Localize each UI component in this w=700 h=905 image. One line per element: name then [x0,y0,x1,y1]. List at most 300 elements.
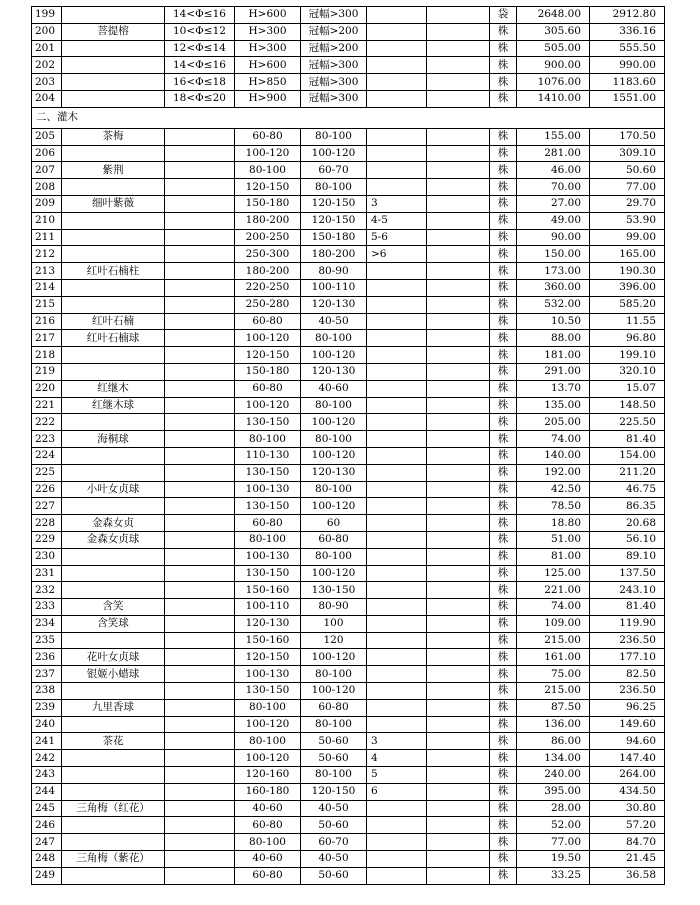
branch-count-cell: 3 [367,733,427,750]
price-cell: 2648.00 [517,7,590,24]
table-row [32,867,665,884]
branch-count-cell [367,464,427,481]
unit-cell: 株 [490,867,517,884]
price-with-tax-cell: 94.60 [590,733,665,750]
diameter-cell [165,380,235,397]
remark-cell [427,212,490,229]
price-with-tax-cell: 2912.80 [590,7,665,24]
unit-cell: 株 [490,464,517,481]
height-cell: 220-250 [235,279,301,296]
height-cell: 110-130 [235,447,301,464]
row-number-cell: 211 [32,229,62,246]
unit-cell: 株 [490,74,517,91]
plant-name-cell: 红继木 [62,380,165,397]
row-number-cell: 229 [32,531,62,548]
remark-cell [427,565,490,582]
branch-count-cell [367,162,427,179]
height-cell: 120-130 [235,615,301,632]
branch-count-cell [367,145,427,162]
price-cell: 395.00 [517,783,590,800]
remark-cell [427,263,490,280]
unit-cell: 株 [490,57,517,74]
plant-name-cell: 花叶女贞球 [62,649,165,666]
branch-count-cell [367,599,427,616]
price-cell: 28.00 [517,800,590,817]
table-row [32,162,665,179]
height-cell: 100-120 [235,750,301,767]
crown-width-cell: 冠幅>300 [301,90,367,107]
branch-count-cell [367,7,427,24]
plant-name-cell [62,279,165,296]
height-cell: 120-150 [235,179,301,196]
height-cell: H>600 [235,57,301,74]
price-cell: 88.00 [517,330,590,347]
row-number-cell: 240 [32,716,62,733]
crown-width-cell: 80-100 [301,548,367,565]
crown-width-cell: 80-100 [301,666,367,683]
diameter-cell [165,649,235,666]
diameter-cell [165,128,235,145]
branch-count-cell [367,347,427,364]
plant-name-cell [62,296,165,313]
diameter-cell [165,683,235,700]
plant-name-cell [62,179,165,196]
crown-width-cell: 40-50 [301,851,367,868]
row-number-cell: 246 [32,817,62,834]
crown-width-cell: 40-50 [301,800,367,817]
row-number-cell: 230 [32,548,62,565]
crown-width-cell: 80-100 [301,767,367,784]
row-number-cell: 218 [32,347,62,364]
price-cell: 215.00 [517,632,590,649]
height-cell: 80-100 [235,834,301,851]
price-cell: 52.00 [517,817,590,834]
table-row [32,683,665,700]
diameter-cell: 12<Φ≤14 [165,40,235,57]
table-row [32,447,665,464]
height-cell: 130-150 [235,683,301,700]
plant-name-cell: 含笑 [62,599,165,616]
price-cell: 181.00 [517,347,590,364]
table-row [32,296,665,313]
unit-cell: 株 [490,347,517,364]
crown-width-cell: 100-120 [301,414,367,431]
row-number-cell: 215 [32,296,62,313]
price-cell: 75.00 [517,666,590,683]
diameter-cell [165,834,235,851]
diameter-cell [165,548,235,565]
table-row [32,431,665,448]
row-number-cell: 228 [32,515,62,532]
height-cell: 80-100 [235,531,301,548]
height-cell: 150-160 [235,582,301,599]
unit-cell: 株 [490,515,517,532]
height-cell: 40-60 [235,800,301,817]
row-number-cell: 222 [32,414,62,431]
remark-cell [427,632,490,649]
remark-cell [427,615,490,632]
branch-count-cell [367,397,427,414]
price-with-tax-cell: 82.50 [590,666,665,683]
row-number-cell: 232 [32,582,62,599]
crown-width-cell: 80-100 [301,397,367,414]
remark-cell [427,548,490,565]
height-cell: 100-130 [235,666,301,683]
diameter-cell [165,363,235,380]
price-with-tax-cell: 434.50 [590,783,665,800]
diameter-cell [165,733,235,750]
plant-name-cell [62,716,165,733]
diameter-cell [165,498,235,515]
diameter-cell [165,414,235,431]
branch-count-cell [367,800,427,817]
unit-cell: 株 [490,599,517,616]
crown-width-cell: 150-180 [301,229,367,246]
table-body-trees [32,7,665,108]
plant-name-cell: 含笑球 [62,615,165,632]
remark-cell [427,397,490,414]
plant-name-cell: 紫荆 [62,162,165,179]
plant-name-cell: 金森女贞 [62,515,165,532]
unit-cell: 株 [490,263,517,280]
height-cell: 100-120 [235,330,301,347]
branch-count-cell [367,548,427,565]
branch-count-cell [367,90,427,107]
table-row [32,615,665,632]
price-cell: 360.00 [517,279,590,296]
crown-width-cell: 100 [301,615,367,632]
diameter-cell [165,397,235,414]
remark-cell [427,582,490,599]
unit-cell: 株 [490,90,517,107]
price-cell: 291.00 [517,363,590,380]
row-number-cell: 231 [32,565,62,582]
price-cell: 1410.00 [517,90,590,107]
plant-name-cell [62,246,165,263]
height-cell: 60-80 [235,313,301,330]
remark-cell [427,162,490,179]
crown-width-cell: 冠幅>300 [301,7,367,24]
crown-width-cell: 40-50 [301,313,367,330]
diameter-cell [165,750,235,767]
price-with-tax-cell: 77.00 [590,179,665,196]
row-number-cell: 223 [32,431,62,448]
unit-cell: 株 [490,851,517,868]
crown-width-cell: 50-60 [301,867,367,884]
height-cell: 100-110 [235,599,301,616]
height-cell: 150-180 [235,363,301,380]
price-with-tax-cell: 11.55 [590,313,665,330]
price-cell: 140.00 [517,447,590,464]
unit-cell: 株 [490,363,517,380]
height-cell: 250-280 [235,296,301,313]
crown-width-cell: 100-120 [301,447,367,464]
branch-count-cell [367,851,427,868]
crown-width-cell: 120-150 [301,212,367,229]
row-number-cell: 205 [32,128,62,145]
table-row [32,531,665,548]
branch-count-cell [367,279,427,296]
remark-cell [427,666,490,683]
plant-name-cell [62,229,165,246]
crown-width-cell: 120-150 [301,783,367,800]
diameter-cell [165,531,235,548]
table-row [32,800,665,817]
row-number-cell: 225 [32,464,62,481]
branch-count-cell [367,330,427,347]
row-number-cell: 239 [32,699,62,716]
price-with-tax-cell: 148.50 [590,397,665,414]
diameter-cell [165,279,235,296]
price-cell: 49.00 [517,212,590,229]
unit-cell: 株 [490,767,517,784]
crown-width-cell: 80-90 [301,599,367,616]
unit-cell: 株 [490,481,517,498]
price-cell: 135.00 [517,397,590,414]
plant-name-cell: 九里香球 [62,699,165,716]
price-with-tax-cell: 30.80 [590,800,665,817]
table-row [32,212,665,229]
crown-width-cell: 100-120 [301,683,367,700]
price-cell: 13.70 [517,380,590,397]
remark-cell [427,649,490,666]
row-number-cell: 212 [32,246,62,263]
table-row [32,716,665,733]
price-with-tax-cell: 81.40 [590,431,665,448]
crown-width-cell: 80-100 [301,179,367,196]
branch-count-cell [367,40,427,57]
remark-cell [427,363,490,380]
unit-cell: 株 [490,145,517,162]
height-cell: 180-200 [235,212,301,229]
crown-width-cell: 冠幅>300 [301,57,367,74]
crown-width-cell: 80-90 [301,263,367,280]
price-cell: 33.25 [517,867,590,884]
branch-count-cell: >6 [367,246,427,263]
table-row [32,548,665,565]
height-cell: 100-130 [235,481,301,498]
price-with-tax-cell: 96.25 [590,699,665,716]
height-cell: 130-150 [235,464,301,481]
price-cell: 532.00 [517,296,590,313]
price-with-tax-cell: 1183.60 [590,74,665,91]
price-cell: 51.00 [517,531,590,548]
plant-name-cell [62,750,165,767]
remark-cell [427,229,490,246]
height-cell: 80-100 [235,431,301,448]
unit-cell: 株 [490,179,517,196]
branch-count-cell [367,23,427,40]
price-with-tax-cell: 264.00 [590,767,665,784]
price-with-tax-cell: 29.70 [590,195,665,212]
plant-name-cell [62,145,165,162]
height-cell: 160-180 [235,783,301,800]
price-with-tax-cell: 154.00 [590,447,665,464]
price-with-tax-cell: 20.68 [590,515,665,532]
branch-count-cell: 6 [367,783,427,800]
row-number-cell: 201 [32,40,62,57]
unit-cell: 株 [490,565,517,582]
remark-cell [427,246,490,263]
crown-width-cell: 120-130 [301,464,367,481]
row-number-cell: 245 [32,800,62,817]
unit-cell: 株 [490,296,517,313]
crown-width-cell: 50-60 [301,750,367,767]
diameter-cell [165,767,235,784]
height-cell: 80-100 [235,162,301,179]
branch-count-cell: 5-6 [367,229,427,246]
diameter-cell: 14<Φ≤16 [165,57,235,74]
diameter-cell [165,347,235,364]
crown-width-cell: 80-100 [301,481,367,498]
plant-name-cell [62,834,165,851]
remark-cell [427,90,490,107]
price-with-tax-cell: 147.40 [590,750,665,767]
unit-cell: 株 [490,330,517,347]
price-cell: 221.00 [517,582,590,599]
price-with-tax-cell: 396.00 [590,279,665,296]
branch-count-cell [367,481,427,498]
price-cell: 77.00 [517,834,590,851]
price-cell: 74.00 [517,431,590,448]
height-cell: H>300 [235,23,301,40]
price-with-tax-cell: 990.00 [590,57,665,74]
height-cell: 120-150 [235,649,301,666]
unit-cell: 株 [490,447,517,464]
remark-cell [427,531,490,548]
remark-cell [427,683,490,700]
table-row [32,347,665,364]
branch-count-cell [367,632,427,649]
unit-cell: 株 [490,229,517,246]
remark-cell [427,481,490,498]
crown-width-cell: 冠幅>200 [301,23,367,40]
unit-cell: 株 [490,733,517,750]
crown-width-cell: 50-60 [301,817,367,834]
unit-cell: 株 [490,279,517,296]
price-cell: 240.00 [517,767,590,784]
diameter-cell [165,699,235,716]
section-title: 二、灌木 [32,107,665,128]
price-cell: 90.00 [517,229,590,246]
diameter-cell: 10<Φ≤12 [165,23,235,40]
plant-name-cell: 小叶女贞球 [62,481,165,498]
price-with-tax-cell: 57.20 [590,817,665,834]
height-cell: 130-150 [235,565,301,582]
diameter-cell [165,867,235,884]
price-cell: 900.00 [517,57,590,74]
branch-count-cell [367,296,427,313]
price-cell: 86.00 [517,733,590,750]
table-body-shrubs [32,128,665,884]
plant-name-cell [62,548,165,565]
diameter-cell [165,229,235,246]
diameter-cell [165,582,235,599]
remark-cell [427,179,490,196]
row-number-cell: 243 [32,767,62,784]
row-number-cell: 227 [32,498,62,515]
unit-cell: 株 [490,246,517,263]
remark-cell [427,7,490,24]
remark-cell [427,330,490,347]
row-number-cell: 224 [32,447,62,464]
remark-cell [427,750,490,767]
row-number-cell: 244 [32,783,62,800]
diameter-cell: 14<Φ≤16 [165,7,235,24]
price-cell: 136.00 [517,716,590,733]
price-with-tax-cell: 225.50 [590,414,665,431]
branch-count-cell [367,263,427,280]
price-with-tax-cell: 585.20 [590,296,665,313]
remark-cell [427,851,490,868]
branch-count-cell: 4 [367,750,427,767]
diameter-cell [165,615,235,632]
diameter-cell [165,800,235,817]
unit-cell: 株 [490,397,517,414]
price-with-tax-cell: 555.50 [590,40,665,57]
plant-name-cell: 三角梅（紫花） [62,851,165,868]
remark-cell [427,599,490,616]
crown-width-cell: 120-130 [301,296,367,313]
height-cell: 120-150 [235,347,301,364]
remark-cell [427,834,490,851]
row-number-cell: 213 [32,263,62,280]
price-cell: 19.50 [517,851,590,868]
branch-count-cell [367,74,427,91]
crown-width-cell: 130-150 [301,582,367,599]
unit-cell: 株 [490,195,517,212]
row-number-cell: 217 [32,330,62,347]
diameter-cell [165,195,235,212]
height-cell: 80-100 [235,699,301,716]
plant-name-cell [62,464,165,481]
price-with-tax-cell: 243.10 [590,582,665,599]
price-cell: 70.00 [517,179,590,196]
diameter-cell [165,817,235,834]
row-number-cell: 210 [32,212,62,229]
table-row [32,632,665,649]
height-cell: 60-80 [235,515,301,532]
remark-cell [427,74,490,91]
height-cell: 120-160 [235,767,301,784]
row-number-cell: 241 [32,733,62,750]
height-cell: 60-80 [235,817,301,834]
unit-cell: 株 [490,40,517,57]
plant-name-cell [62,212,165,229]
diameter-cell: 18<Φ≤20 [165,90,235,107]
height-cell: H>300 [235,40,301,57]
plant-name-cell [62,414,165,431]
price-with-tax-cell: 36.58 [590,867,665,884]
plant-name-cell: 金森女贞球 [62,531,165,548]
table-row [32,397,665,414]
table-row [32,313,665,330]
height-cell: H>850 [235,74,301,91]
row-number-cell: 226 [32,481,62,498]
table-row [32,565,665,582]
plant-name-cell: 细叶紫薇 [62,195,165,212]
diameter-cell [165,313,235,330]
unit-cell: 株 [490,431,517,448]
height-cell: 150-180 [235,195,301,212]
unit-cell: 株 [490,498,517,515]
plant-name-cell: 三角梅（红花） [62,800,165,817]
price-with-tax-cell: 99.00 [590,229,665,246]
plant-name-cell: 红叶石楠柱 [62,263,165,280]
price-cell: 161.00 [517,649,590,666]
plant-name-cell [62,7,165,24]
price-cell: 27.00 [517,195,590,212]
